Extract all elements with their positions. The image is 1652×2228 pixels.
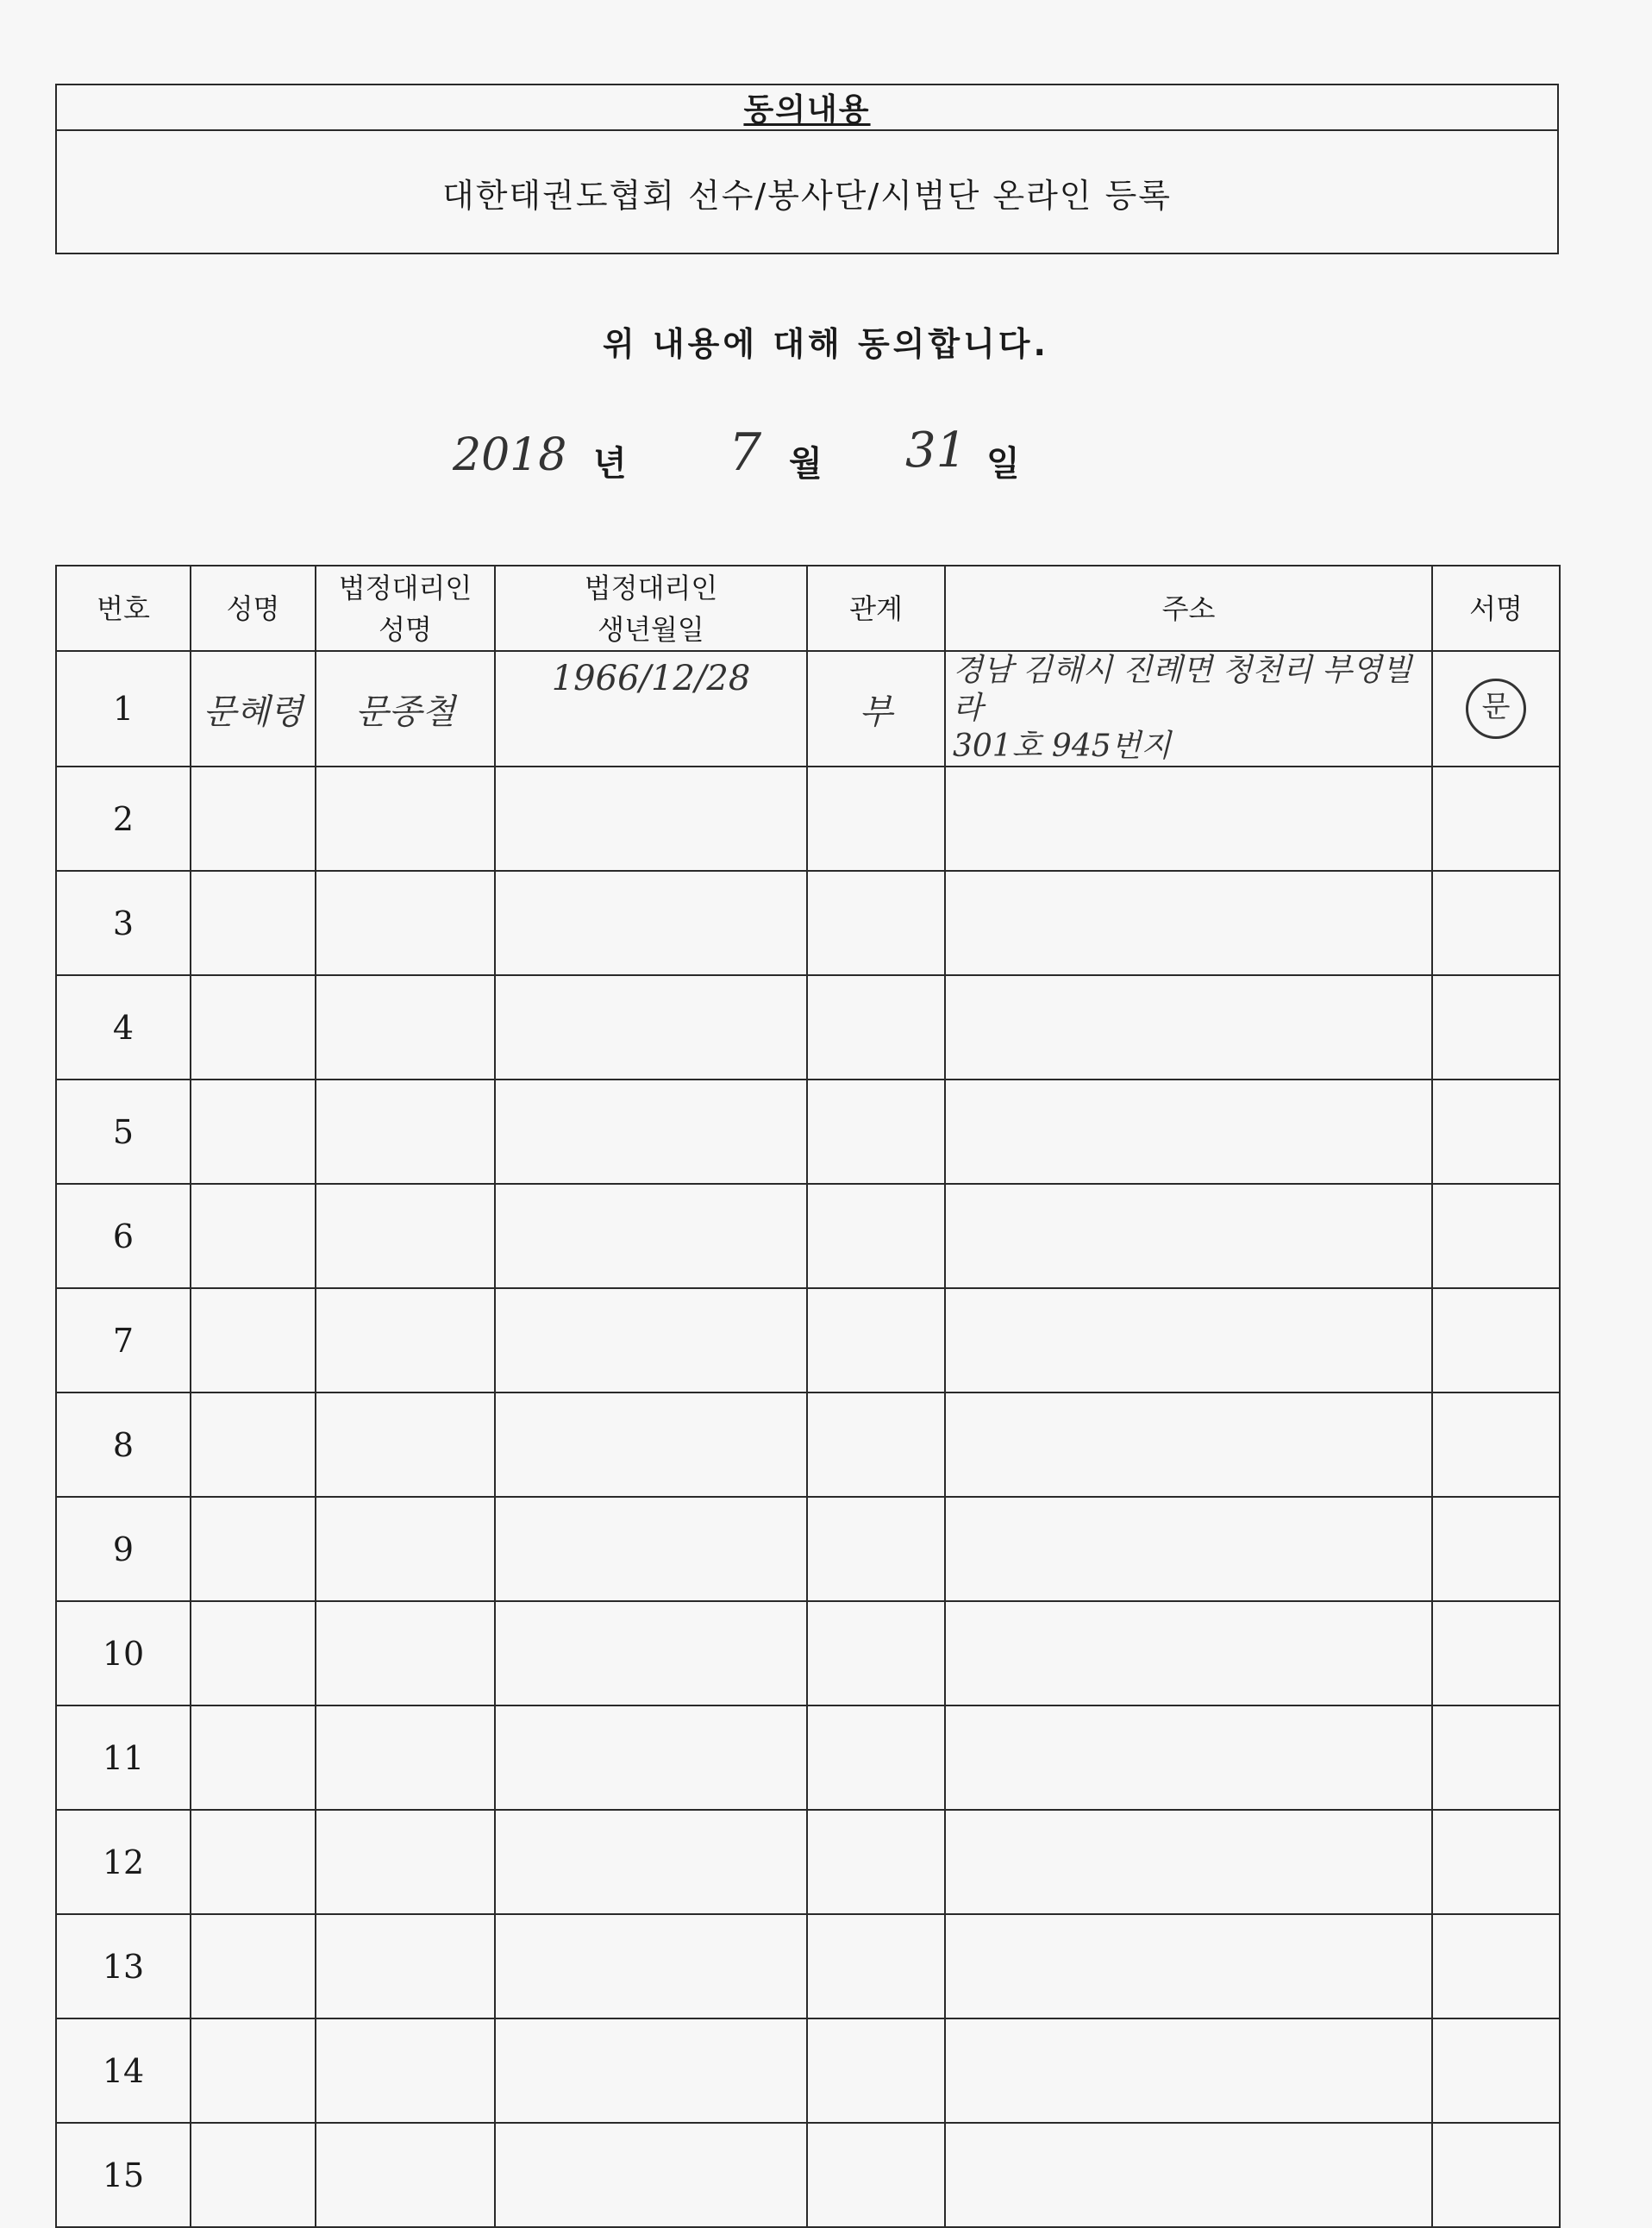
- date-line: [0, 422, 1652, 491]
- row-name[interactable]: [191, 1601, 316, 1705]
- table-row: [56, 2018, 1560, 2123]
- table-row: [56, 1601, 1560, 1705]
- row-guardian-name[interactable]: [316, 1288, 495, 1392]
- row-signature[interactable]: [1432, 1288, 1560, 1392]
- row-relation[interactable]: [807, 1497, 945, 1601]
- row-address[interactable]: [945, 1497, 1432, 1601]
- row-guardian-birth[interactable]: [495, 1601, 807, 1705]
- row-relation[interactable]: [807, 871, 945, 975]
- registration-table-wrap: [55, 565, 1559, 2228]
- table-row: [56, 1914, 1560, 2018]
- header-guardian-name-line2: 성명: [379, 612, 432, 646]
- row-address[interactable]: [945, 1392, 1432, 1497]
- date-year-value: 2018: [453, 429, 567, 481]
- row-name[interactable]: [191, 1497, 316, 1601]
- row-guardian-birth[interactable]: 1966/12/28: [495, 651, 807, 767]
- table-header-row: [56, 566, 1560, 651]
- signature-seal: 문: [1466, 679, 1526, 739]
- row-name[interactable]: [191, 1705, 316, 1810]
- row-name[interactable]: [191, 1288, 316, 1392]
- row-relation[interactable]: [807, 1184, 945, 1288]
- table-row: [56, 871, 1560, 975]
- row-guardian-name[interactable]: [316, 1497, 495, 1601]
- row-name[interactable]: [191, 1914, 316, 2018]
- row-guardian-name[interactable]: [316, 871, 495, 975]
- row-guardian-name[interactable]: [316, 975, 495, 1080]
- row-signature[interactable]: [1432, 1601, 1560, 1705]
- row-address[interactable]: [945, 2018, 1432, 2123]
- row-number: 6: [56, 1184, 191, 1288]
- row-guardian-birth[interactable]: [495, 767, 807, 871]
- row-guardian-birth[interactable]: [495, 1705, 807, 1810]
- row-relation[interactable]: [807, 1601, 945, 1705]
- row-signature[interactable]: [1432, 1705, 1560, 1810]
- row-relation[interactable]: [807, 1810, 945, 1914]
- row-guardian-birth[interactable]: [495, 1392, 807, 1497]
- row-signature[interactable]: [1432, 651, 1560, 767]
- header-signature: 서명: [1432, 566, 1560, 651]
- table-row: [56, 1810, 1560, 1914]
- row-number: 11: [56, 1705, 191, 1810]
- row-signature[interactable]: [1432, 1497, 1560, 1601]
- table-row: [56, 651, 1560, 767]
- row-guardian-birth[interactable]: [495, 871, 807, 975]
- row-relation[interactable]: [807, 767, 945, 871]
- row-number: 9: [56, 1497, 191, 1601]
- header-guardian-birth: [495, 566, 807, 651]
- header-guardian-name-line1: 법정대리인: [338, 571, 472, 604]
- row-name[interactable]: [191, 767, 316, 871]
- row-guardian-birth[interactable]: [495, 1288, 807, 1392]
- row-relation[interactable]: [807, 975, 945, 1080]
- row-signature[interactable]: [1432, 871, 1560, 975]
- row-guardian-name[interactable]: [316, 1601, 495, 1705]
- table-row: [56, 767, 1560, 871]
- row-guardian-birth[interactable]: [495, 1497, 807, 1601]
- row-number: 2: [56, 767, 191, 871]
- row-guardian-name[interactable]: [316, 1184, 495, 1288]
- row-number: 1: [56, 651, 191, 767]
- row-guardian-birth[interactable]: [495, 1080, 807, 1184]
- row-relation[interactable]: [807, 1288, 945, 1392]
- row-guardian-birth[interactable]: [495, 1184, 807, 1288]
- row-guardian-birth[interactable]: [495, 2018, 807, 2123]
- row-relation[interactable]: [807, 1914, 945, 2018]
- date-year-unit: 년: [593, 444, 627, 484]
- consent-title-text: 동의내용: [743, 92, 871, 128]
- row-guardian-name[interactable]: [316, 767, 495, 871]
- row-number: 8: [56, 1392, 191, 1497]
- row-signature[interactable]: [1432, 2123, 1560, 2227]
- table-row: [56, 1392, 1560, 1497]
- header-number: 번호: [56, 566, 191, 651]
- row-name[interactable]: [191, 2018, 316, 2123]
- table-row: [56, 1288, 1560, 1392]
- header-address: 주소: [945, 566, 1432, 651]
- row-number: 4: [56, 975, 191, 1080]
- row-guardian-name[interactable]: [316, 1392, 495, 1497]
- row-relation[interactable]: [807, 1705, 945, 1810]
- row-signature[interactable]: [1432, 2018, 1560, 2123]
- table-row: [56, 1184, 1560, 1288]
- table-row: [56, 1080, 1560, 1184]
- row-address[interactable]: [945, 1810, 1432, 1914]
- row-address-line1: 경남 김해시 진례면 청천리 부영빌라: [953, 653, 1412, 726]
- header-guardian-name: [316, 566, 495, 651]
- row-signature[interactable]: [1432, 1080, 1560, 1184]
- row-guardian-name[interactable]: [316, 1914, 495, 2018]
- consent-box: [55, 84, 1559, 254]
- row-signature[interactable]: [1432, 1914, 1560, 2018]
- row-guardian-birth[interactable]: [495, 1810, 807, 1914]
- row-name[interactable]: [191, 871, 316, 975]
- row-number: 13: [56, 1914, 191, 2018]
- date-month-value: 7: [729, 422, 762, 483]
- row-guardian-birth[interactable]: [495, 1914, 807, 2018]
- row-relation[interactable]: 부: [807, 651, 945, 767]
- row-signature[interactable]: [1432, 975, 1560, 1080]
- row-guardian-birth[interactable]: [495, 975, 807, 1080]
- row-signature[interactable]: [1432, 1392, 1560, 1497]
- date-day-value: 31: [905, 422, 967, 479]
- row-signature[interactable]: [1432, 1184, 1560, 1288]
- row-number: 15: [56, 2123, 191, 2227]
- row-relation[interactable]: [807, 1080, 945, 1184]
- row-guardian-name[interactable]: [316, 1080, 495, 1184]
- row-name[interactable]: [191, 1810, 316, 1914]
- row-address[interactable]: [945, 1705, 1432, 1810]
- row-address[interactable]: [945, 651, 1432, 767]
- registration-table: [55, 565, 1561, 2228]
- row-name[interactable]: [191, 975, 316, 1080]
- consent-title: [57, 85, 1557, 131]
- row-guardian-name[interactable]: [316, 2123, 495, 2227]
- row-address[interactable]: [945, 767, 1432, 871]
- row-signature[interactable]: [1432, 1810, 1560, 1914]
- row-number: 7: [56, 1288, 191, 1392]
- row-number: 14: [56, 2018, 191, 2123]
- row-guardian-name[interactable]: [316, 2018, 495, 2123]
- row-address[interactable]: [945, 1288, 1432, 1392]
- row-signature[interactable]: [1432, 767, 1560, 871]
- date-day-unit: 일: [986, 444, 1020, 484]
- header-guardian-birth-line2: 생년월일: [598, 612, 704, 646]
- row-guardian-name[interactable]: 문종철: [316, 651, 495, 767]
- row-guardian-birth[interactable]: [495, 2123, 807, 2227]
- table-row: [56, 975, 1560, 1080]
- header-relation: 관계: [807, 566, 945, 651]
- row-name[interactable]: [191, 1184, 316, 1288]
- row-relation[interactable]: [807, 1392, 945, 1497]
- row-guardian-name[interactable]: [316, 1705, 495, 1810]
- header-name: 성명: [191, 566, 316, 651]
- row-number: 10: [56, 1601, 191, 1705]
- row-guardian-name[interactable]: [316, 1810, 495, 1914]
- table-row: [56, 1497, 1560, 1601]
- row-relation[interactable]: [807, 2123, 945, 2227]
- row-name[interactable]: [191, 2123, 316, 2227]
- row-number: 3: [56, 871, 191, 975]
- row-name[interactable]: 문혜령: [191, 651, 316, 767]
- row-address[interactable]: [945, 1184, 1432, 1288]
- row-name[interactable]: [191, 1392, 316, 1497]
- header-guardian-birth-line1: 법정대리인: [584, 571, 718, 604]
- row-relation[interactable]: [807, 2018, 945, 2123]
- row-name[interactable]: [191, 1080, 316, 1184]
- row-address[interactable]: [945, 975, 1432, 1080]
- row-address[interactable]: [945, 1914, 1432, 2018]
- row-address[interactable]: [945, 1080, 1432, 1184]
- row-address[interactable]: [945, 2123, 1432, 2227]
- date-month-unit: 월: [789, 444, 823, 484]
- table-row: [56, 2123, 1560, 2227]
- row-address[interactable]: [945, 871, 1432, 975]
- row-address-line2: 301호 945번지: [953, 729, 1172, 764]
- row-address[interactable]: [945, 1601, 1432, 1705]
- agree-statement: 위 내용에 대해 동의합니다.: [603, 325, 1049, 363]
- row-number: 12: [56, 1810, 191, 1914]
- consent-body: 대한태권도협회 선수/봉사단/시범단 온라인 등록: [441, 177, 1172, 215]
- row-number: 5: [56, 1080, 191, 1184]
- table-row: [56, 1705, 1560, 1810]
